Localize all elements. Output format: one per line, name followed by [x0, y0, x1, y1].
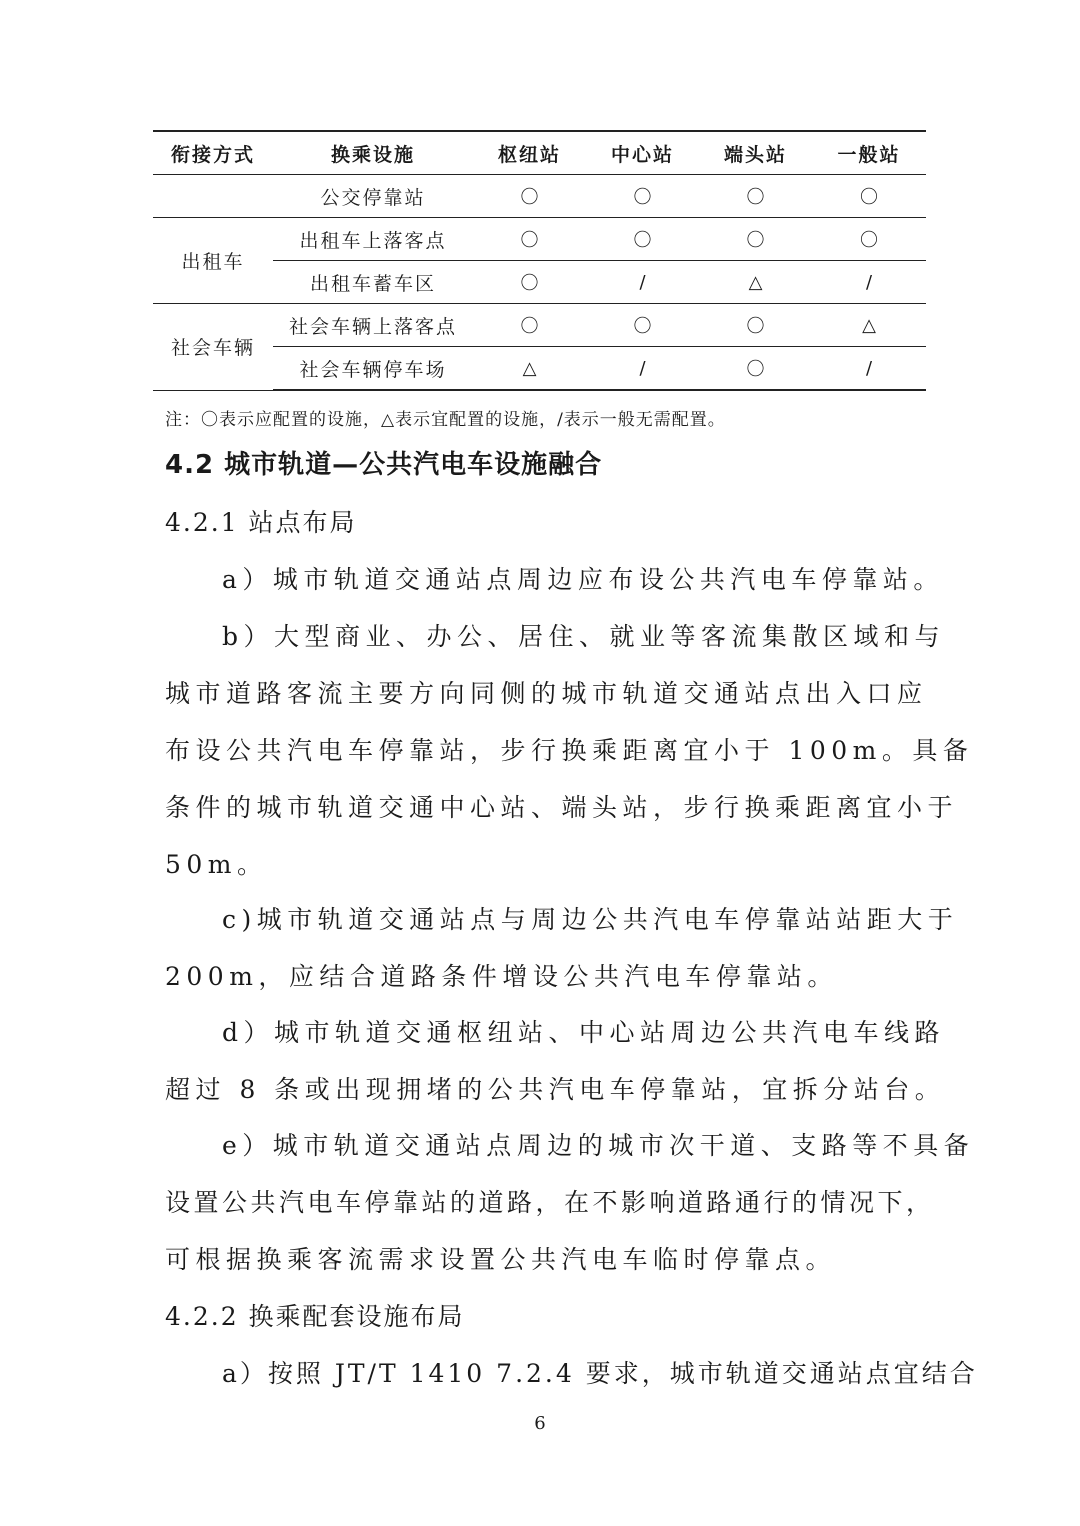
- paragraph-line: 200m，应结合道路条件增设公共汽电车停靠站。: [165, 962, 838, 991]
- value-cell: 〇: [812, 175, 926, 218]
- header-terminal-station: 端头站: [699, 131, 812, 175]
- paragraph-line: 超过 8 条或出现拥堵的公共汽电车停靠站，宜拆分站台。: [165, 1075, 946, 1104]
- value-cell: /: [812, 347, 926, 391]
- group-cell: [153, 175, 273, 218]
- table-row: [153, 218, 926, 261]
- section-heading: 4.2 城市轨道—公共汽电车设施融合: [165, 450, 603, 480]
- value-cell: 〇: [473, 304, 586, 347]
- paragraph-line: 布设公共汽电车停靠站，步行换乘距离宜小于 100m。具备: [165, 736, 974, 765]
- value-cell: /: [586, 347, 699, 391]
- facility-cell: 公交停靠站: [273, 175, 473, 218]
- header-connection-mode: 衔接方式: [153, 131, 273, 175]
- header-hub-station: 枢纽站: [473, 131, 586, 175]
- facility-cell: 社会车辆上落客点: [273, 304, 473, 347]
- value-cell: △: [473, 347, 586, 391]
- value-cell: 〇: [473, 218, 586, 261]
- facility-cell: 出租车蓄车区: [273, 261, 473, 304]
- value-cell: 〇: [586, 218, 699, 261]
- facility-cell: 社会车辆停车场: [273, 347, 473, 391]
- value-cell: 〇: [699, 347, 812, 391]
- table-header-row: [153, 131, 926, 175]
- paragraph-line: 50m。: [165, 850, 268, 879]
- paragraph-line: a）城市轨道交通站点周边应布设公共汽电车停靠站。: [222, 565, 944, 594]
- value-cell: △: [812, 304, 926, 347]
- paragraph-line: 可根据换乘客流需求设置公共汽电车临时停靠点。: [165, 1245, 837, 1274]
- value-cell: 〇: [473, 261, 586, 304]
- paragraph-line: 城市道路客流主要方向同侧的城市轨道交通站点出入口应: [165, 679, 928, 708]
- paragraph-line: 条件的城市轨道交通中心站、端头站，步行换乘距离宜小于: [165, 793, 959, 822]
- paragraph-line: d）城市轨道交通枢纽站、中心站周边公共汽电车线路: [222, 1018, 946, 1047]
- value-cell: △: [699, 261, 812, 304]
- value-cell: 〇: [812, 218, 926, 261]
- table-row: [153, 304, 926, 347]
- value-cell: 〇: [699, 175, 812, 218]
- value-cell: /: [812, 261, 926, 304]
- value-cell: /: [586, 261, 699, 304]
- value-cell: 〇: [586, 175, 699, 218]
- page-number: 6: [534, 1413, 546, 1434]
- value-cell: 〇: [699, 218, 812, 261]
- group-cell-private-vehicle: 社会车辆: [153, 304, 273, 391]
- paragraph-line: e）城市轨道交通站点周边的城市次干道、支路等不具备: [222, 1131, 975, 1160]
- header-central-station: 中心站: [586, 131, 699, 175]
- header-general-station: 一般站: [812, 131, 926, 175]
- subsection-heading-transfer-facilities: 4.2.2 换乘配套设施布局: [165, 1302, 465, 1331]
- facility-cell: 出租车上落客点: [273, 218, 473, 261]
- table-note: 注：〇表示应配置的设施，△表示宜配置的设施，/表示一般无需配置。: [165, 410, 726, 430]
- paragraph-line: 设置公共汽电车停靠站的道路，在不影响道路通行的情况下，: [165, 1188, 935, 1217]
- value-cell: 〇: [586, 304, 699, 347]
- group-cell-taxi: 出租车: [153, 218, 273, 304]
- transfer-facility-table: [153, 130, 926, 391]
- value-cell: 〇: [473, 175, 586, 218]
- header-transfer-facility: 换乘设施: [273, 131, 473, 175]
- paragraph-line: a）按照 JT/T 1410 7.2.4 要求，城市轨道交通站点宜结合: [222, 1359, 978, 1388]
- paragraph-line: c)城市轨道交通站点与周边公共汽电车停靠站站距大于: [222, 905, 959, 934]
- subsection-heading-station-layout: 4.2.1 站点布局: [165, 508, 357, 537]
- paragraph-line: b）大型商业、办公、居住、就业等客流集散区域和与: [222, 622, 946, 651]
- value-cell: 〇: [699, 304, 812, 347]
- table-row: [153, 175, 926, 218]
